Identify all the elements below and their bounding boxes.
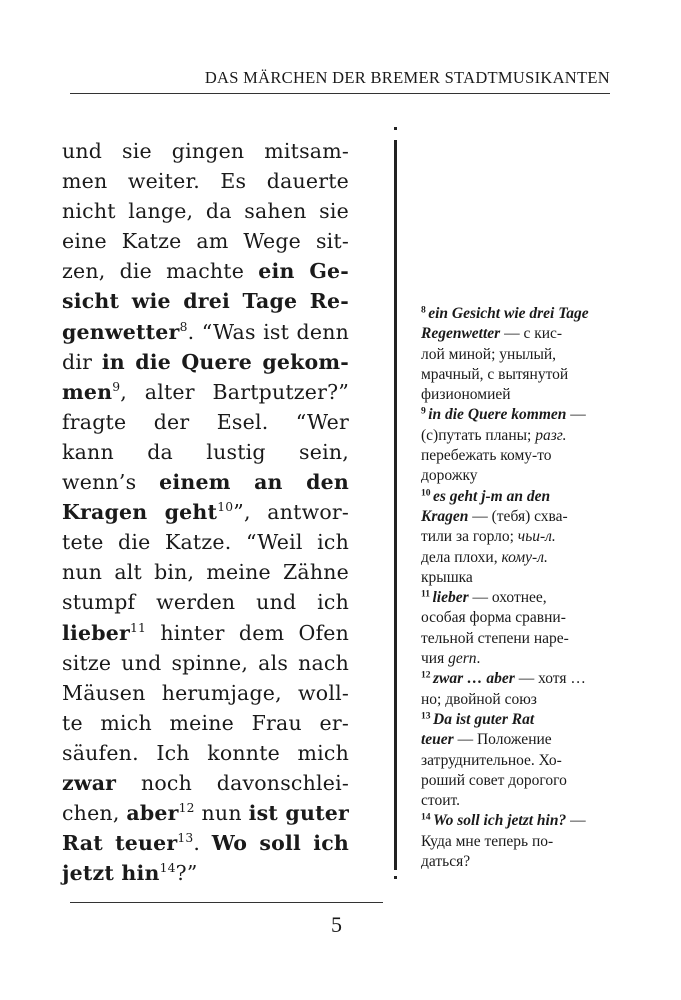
bold-phrase: ein Ge- [258,259,349,284]
bold-phrase: lieber [432,589,469,607]
text-segment: fragte der Esel. “Wer [62,409,349,434]
footnote-line [421,791,616,811]
column-divider-dot-bottom [394,876,397,879]
italic-text: кому-л. [501,548,548,566]
footnote-ref: 13 [177,831,194,846]
text-segment: noch davonschlei- [116,770,349,795]
text-segment: nun [194,801,249,826]
column-divider [394,140,397,870]
text-line [62,317,349,347]
text-line [62,828,349,858]
footnote-ref: 13 [421,710,433,722]
text-segment: eine Katze am Wege sit- [62,229,349,254]
text-segment: чия [421,650,449,668]
text-segment: тили за горло; [421,528,518,546]
text-line [62,226,349,256]
bold-phrase: in die Quere kommen [428,406,567,424]
footnote-line [421,426,616,446]
text-segment: (с)путать планы; [421,426,536,444]
footnote-line [421,385,616,405]
footer-rule [70,902,383,903]
text-segment: тельной степени наре- [421,629,569,647]
text-segment: лой миной; унылый, [421,345,557,363]
text-line [62,166,349,196]
text-line [62,377,349,407]
bold-phrase: aber [126,801,179,826]
text-segment: stumpf werden und ich [62,590,349,615]
text-segment: дорожку [421,467,478,485]
text-line [62,708,349,738]
footnote-line [421,852,616,872]
bold-phrase: jetzt hin [62,861,160,886]
text-line [62,286,349,316]
text-segment: особая форма сравни- [421,609,566,627]
text-segment: chen, [62,801,127,826]
footnote-line [421,669,616,689]
text-line [62,738,349,768]
footnote-ref: 11 [130,620,147,635]
text-segment: стоит. [421,792,460,810]
bold-phrase: einem an den [159,470,349,495]
bold-phrase: in die Quere gekom- [101,349,350,374]
text-segment: затруднительное. Хо- [421,751,562,769]
footnote-ref: 14 [159,861,176,876]
text-segment: Куда мне теперь по- [421,832,554,850]
text-segment: zen, die machte [62,259,259,284]
text-segment: , alter Bartputzer?” [120,379,349,404]
italic-text: чьи-л. [517,528,556,546]
text-line [62,437,349,467]
text-line [62,196,349,226]
footnote-line [421,608,616,628]
footnote-line [421,304,616,324]
text-segment: kann da lustig sein, [62,439,349,464]
footnote-ref: 9 [421,406,429,418]
bold-phrase: sicht wie drei Tage Re- [62,289,349,314]
text-line [62,768,349,798]
footnote-line [421,771,616,791]
footnote-line [421,548,616,568]
text-segment: nun alt bin, meine Zähne [62,560,349,585]
bold-phrase: zwar [62,770,117,795]
footnote-line [421,324,616,344]
text-line [62,527,349,557]
text-segment: hinter dem Ofen [146,620,349,645]
column-divider-dot-top [394,127,397,130]
footnote-ref: 12 [178,801,195,816]
italic-text: gern [448,650,477,668]
text-segment: tete die Katze. “Weil ich [62,530,349,555]
text-line [62,618,349,648]
text-segment: säufen. Ich konnte mich [62,740,349,765]
footnote-line [421,710,616,730]
footnote-ref: 10 [421,487,433,499]
footnote-line [421,649,616,669]
footnote-line [421,487,616,507]
footnote-ref: 9 [112,379,121,394]
text-line [62,798,349,828]
footnote-ref: 10 [217,500,234,515]
footnote-ref: 8 [421,304,429,316]
text-segment: — [566,812,586,830]
bold-phrase: es geht j-m an den [433,487,551,505]
text-segment: физиономией [421,386,511,404]
bold-phrase: Rat teuer [62,831,178,856]
footnote-line [421,446,616,466]
text-segment: . [193,831,212,856]
text-segment: men weiter. Es dauerte [62,169,349,194]
text-segment: крышка [421,568,473,586]
footnote-ref: 12 [421,670,433,682]
text-line [62,858,349,888]
text-segment: nicht lange, da sahen sie [62,199,349,224]
bold-phrase: genwetter [62,319,180,344]
bold-phrase: Kragen [421,507,469,525]
text-segment: — охотнее, [468,589,547,607]
footnote-line [421,832,616,852]
text-segment: dir [62,349,102,374]
text-line [62,136,349,166]
bold-phrase: zwar … aber [433,670,515,688]
text-line [62,557,349,587]
text-line [62,256,349,286]
text-segment: wenn’s [62,470,160,495]
bold-phrase: Wo soll ich jetzt hin? [433,812,567,830]
page-number-container [0,912,681,938]
bold-phrase: ist guter [248,801,349,826]
bold-phrase: Da ist guter Rat [433,710,535,728]
text-segment: перебежать кому-то [421,447,552,465]
bold-phrase: men [62,379,113,404]
text-segment: но; двойной союз [421,690,537,708]
footnote-line [421,568,616,588]
bold-phrase: ein Gesicht wie drei Tage [428,305,589,322]
text-line [62,347,349,377]
footnote-line [421,527,616,547]
bold-phrase: Regenwetter [421,325,501,343]
text-line [62,648,349,678]
footnote-line [421,405,616,425]
main-text [62,136,349,888]
bold-phrase: Kragen geht [62,500,218,525]
bold-phrase: lieber [62,620,130,645]
text-segment: Mäusen herumjage, woll- [62,680,349,705]
text-segment: . “Was ist denn [187,319,349,344]
text-segment: te mich meine Frau er- [62,710,349,735]
text-segment: — хотя … [514,670,586,688]
bold-phrase: Wo soll ich [211,831,349,856]
footnote-line [421,690,616,710]
text-segment: und sie gingen mitsam- [62,139,349,163]
text-segment: дела плохи, [421,548,502,566]
footnote-ref: 8 [179,319,188,334]
footnote-line [421,365,616,385]
footnote-line [421,588,616,608]
text-segment: . [476,650,481,668]
text-segment: ”, antwor- [233,500,349,525]
footnote-ref: 14 [421,812,433,824]
bold-phrase: teuer [421,731,454,749]
footnote-line [421,507,616,527]
footnote-line [421,811,616,831]
header-rule [70,93,610,94]
text-line [62,497,349,527]
text-segment: sitze und spinne, als nach [62,650,349,675]
footnote-line [421,730,616,750]
footnote-line [421,345,616,365]
text-segment: ?” [175,861,198,886]
footnote-ref: 11 [421,588,433,600]
text-segment: — Положение [453,731,552,749]
footnote-line [421,751,616,771]
text-line [62,407,349,437]
text-segment: роший совет дорогого [421,771,567,789]
italic-text: разг. [535,426,567,444]
text-segment: — с кис- [500,325,563,343]
page-number: 5 [331,912,342,937]
text-line [62,467,349,497]
running-header: DAS MÄRCHEN DER BREMER STADTMUSIKANTEN [204,68,610,87]
text-segment: даться? [421,853,471,871]
footnote-line [421,466,616,486]
text-line [62,587,349,617]
text-segment: мрачный, с вытянутой [421,365,569,383]
footnote-line [421,629,616,649]
text-line [62,678,349,708]
text-segment: — [566,406,586,424]
footnotes [421,304,616,872]
text-segment: — (тебя) схва- [468,507,568,525]
